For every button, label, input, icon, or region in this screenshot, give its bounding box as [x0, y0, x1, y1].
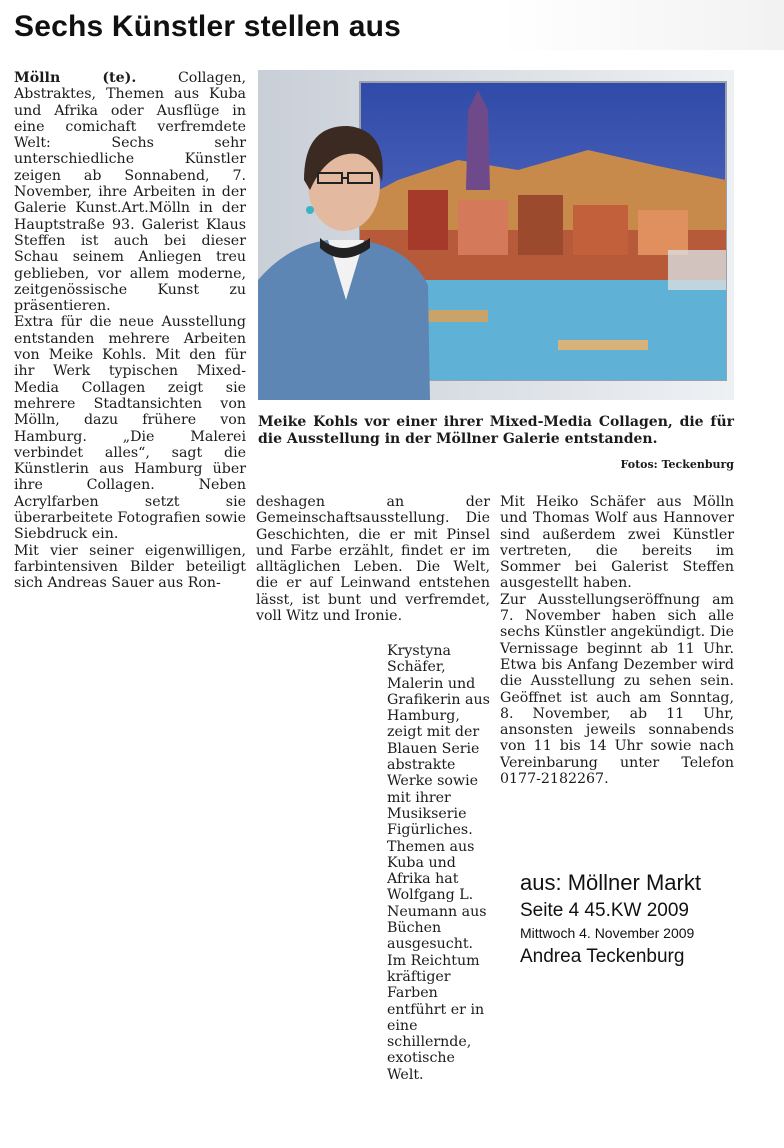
paragraph-krystyna-schaefer: Krystyna Schäfer, Malerin und Grafikerin aus Hamburg, zeigt mit der Blauen Serie abstrakte Werke sowie mit ihrer Musikserie Figürliches. Themen aus Kuba und Afrika hat Wolfgang L. Neumann aus Büchen ausgesucht. Im Reichtum kräftiger Farben entführt er in eine schillernde, exotische Welt.	[387, 643, 490, 1083]
source-author: Andrea Teckenburg	[520, 946, 685, 967]
source-annotation	[520, 868, 701, 972]
dateline: Mölln (te).	[14, 70, 137, 86]
article-column-2	[256, 494, 490, 624]
paragraph-andreas-sauer-cont: deshagen an der Gemeinschaftsausstellung. Die Geschichten, die er mit Pinsel und Farbe erzählt, findet er im alltäglichen Leben. Die Welt, die er auf Leinwand entstehen lässt, ist bunt und verfremdet, voll Witz und Ironie.	[256, 494, 490, 625]
paragraph-andreas-sauer: Mit vier seiner eigenwilligen, farbintensiven Bilder beteiligt sich Andreas Sauer aus Ron-	[14, 542, 246, 592]
article-column-3	[500, 494, 734, 787]
photo-caption: Meike Kohls vor einer ihrer Mixed-Media Collagen, die für die Ausstellung in der Möllner Galerie entstanden.	[258, 414, 734, 447]
paragraph-intro-text: Collagen, Abstraktes, Themen aus Kuba und Afrika oder Ausflüge in eine comichaft verfremdete Welt: Sechs sehr unterschiedliche Künstler zeigen ab Sonnabend, 7. November, ihre Arbeiten in der Galerie Kunst.Art.Mölln in der Hauptstraße 93. Galerist Klaus Steffen ist auch bei dieser Schau seinem Anliegen treu geblieben, vor allem moderne, zeitgenössische Kunst zu präsentieren.	[14, 70, 246, 315]
article-column-narrow	[387, 643, 490, 1083]
source-page-week: Seite 4 45.KW 2009	[520, 900, 689, 921]
headline: Sechs Künstler stellen aus	[14, 10, 402, 43]
source-publication: aus: Möllner Markt	[520, 870, 701, 895]
article-column-1	[14, 70, 246, 592]
paragraph-meike-kohls: Extra für die neue Ausstellung entstanden mehrere Arbeiten von Meike Kohls. Mit den für ihr Werk typischen Mixed-Media Collagen zeigt sie mehrere Stadtansichten von Mölln, dazu frühere von Hamburg. „Die Malerei verbindet alles“, sagt die Künstlerin aus Hamburg über ihre Collagen. Neben Acrylfarben setzt sie überarbeitete Fotografien sowie Siebdruck ein.	[14, 314, 246, 543]
paragraph-intro	[14, 70, 246, 314]
photo-illustration	[258, 70, 734, 400]
paragraph-opening-info: Zur Ausstellungseröffnung am 7. November haben sich alle sechs Künstler angekündigt. Die Vernissage beginnt ab 11 Uhr. Etwa bis Anfang Dezember wird die Ausstellung zu sehen sein. Geöffnet ist auch am Sonntag, 8. November, ab 11 Uhr, ansonsten jeweils sonnabends von 11 bis 14 Uhr sowie nach Vereinbarung unter Telefon 0177-2182267.	[500, 591, 734, 788]
photo-artist-with-collage	[258, 70, 734, 400]
scan-shadow	[500, 0, 784, 50]
photo-credit: Fotos: Teckenburg	[620, 458, 734, 471]
paragraph-guest-artists: Mit Heiko Schäfer aus Mölln und Thomas Wolf aus Hannover sind außerdem zwei Künstler vertreten, die bereits im Sommer bei Galerist Steffen ausgestellt haben.	[500, 494, 734, 592]
source-date: Mittwoch 4. November 2009	[520, 925, 695, 941]
